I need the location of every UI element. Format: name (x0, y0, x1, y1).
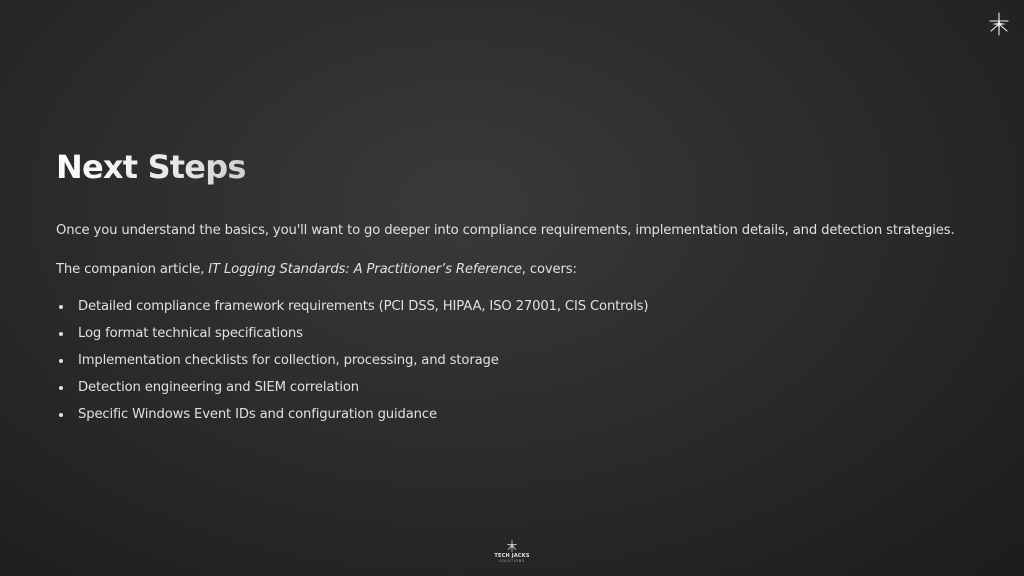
companion-suffix: , covers: (521, 262, 577, 277)
intro-paragraph: Once you understand the basics, you'll want to go deeper into compliance requirements, implementation details, and detection strategies. (56, 223, 955, 238)
star-burst-icon (506, 540, 518, 552)
bullet-dot (59, 332, 63, 336)
list-item-text: Specific Windows Event IDs and configuration guidance (78, 407, 437, 422)
star-burst-icon (987, 12, 1011, 36)
logo-subtitle: SOLUTIONS (499, 559, 525, 563)
list-item-text: Detailed compliance framework requirements (PCI DSS, HIPAA, ISO 27001, CIS Controls) (78, 299, 649, 314)
companion-paragraph (56, 262, 577, 277)
bullet-dot (59, 386, 63, 390)
bullet-dot (59, 305, 63, 309)
list-item (56, 325, 648, 352)
list-item (56, 379, 648, 406)
companion-prefix: The companion article, (56, 262, 209, 277)
list-item (56, 406, 648, 433)
list-item (56, 352, 648, 379)
list-item-text: Log format technical specifications (78, 326, 303, 341)
logo-name: TECH JACKS (494, 553, 530, 559)
slide-title: Next Steps (56, 148, 246, 186)
bullet-list (56, 298, 648, 433)
footer-logo (482, 540, 542, 568)
companion-article-title: IT Logging Standards: A Practitioner’s Reference (208, 262, 522, 277)
list-item-text: Implementation checklists for collection, processing, and storage (78, 353, 499, 368)
bullet-dot (59, 359, 63, 363)
list-item-text: Detection engineering and SIEM correlation (78, 380, 359, 395)
list-item (56, 298, 648, 325)
bullet-dot (59, 413, 63, 417)
